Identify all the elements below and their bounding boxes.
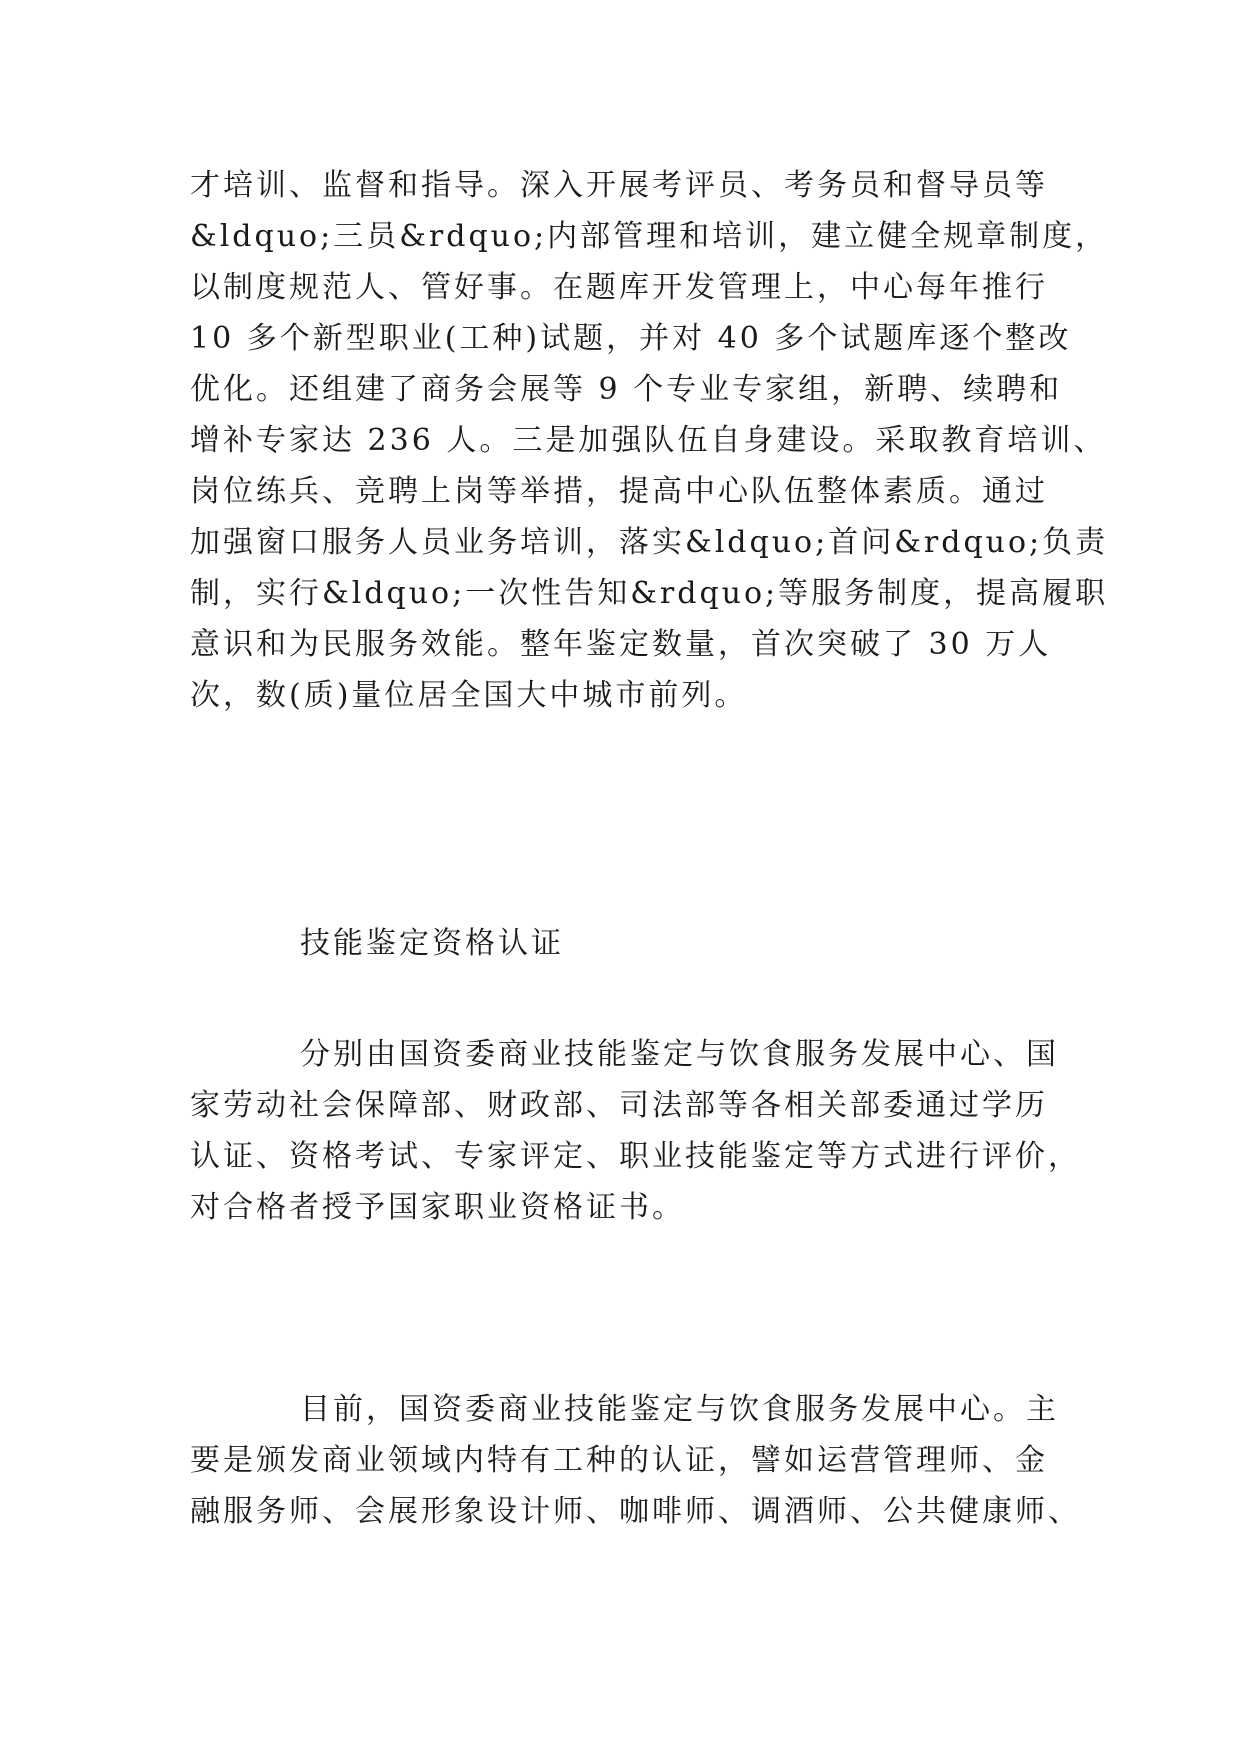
paragraph-2 xyxy=(190,1029,1081,1233)
paragraph-line: 以制度规范人、管好事。在题库开发管理上，中心每年推行 xyxy=(190,270,1048,305)
paragraph-line: &ldquo;三员&rdquo;内部管理和培训，建立健全规章制度， xyxy=(190,219,1109,254)
section-heading: 技能鉴定资格认证 xyxy=(300,926,564,961)
paragraph-line: 要是颁发商业领域内特有工种的认证，譬如运营管理师、金 xyxy=(190,1443,1048,1478)
paragraph-line: 10 多个新型职业(工种)试题，并对 40 多个试题库逐个整改 xyxy=(190,321,1072,356)
paragraph-line: 优化。还组建了商务会展等 9 个专业专家组，新聘、续聘和 xyxy=(190,372,1063,407)
paragraph-line: 认证、资格考试、专家评定、职业技能鉴定等方式进行评价， xyxy=(190,1139,1081,1174)
paragraph-line: 制，实行&ldquo;一次性告知&rdquo;等服务制度，提高履职 xyxy=(190,576,1109,611)
paragraph-line: 家劳动社会保障部、财政部、司法部等各相关部委通过学历 xyxy=(190,1088,1048,1123)
paragraph-1 xyxy=(190,160,1109,721)
paragraph-3 xyxy=(190,1384,1081,1537)
paragraph-line: 岗位练兵、竞聘上岗等举措，提高中心队伍整体素质。通过 xyxy=(190,474,1048,509)
paragraph-line: 对合格者授予国家职业资格证书。 xyxy=(190,1190,685,1225)
paragraph-line: 分别由国资委商业技能鉴定与饮食服务发展中心、国 xyxy=(300,1037,1059,1072)
paragraph-line: 融服务师、会展形象设计师、咖啡师、调酒师、公共健康师、 xyxy=(190,1494,1081,1529)
paragraph-line: 意识和为民服务效能。整年鉴定数量，首次突破了 30 万人 xyxy=(190,627,1052,662)
paragraph-line: 加强窗口服务人员业务培训，落实&ldquo;首问&rdquo;负责 xyxy=(190,525,1109,560)
paragraph-line: 次，数(质)量位居全国大中城市前列。 xyxy=(190,678,748,713)
paragraph-line: 目前，国资委商业技能鉴定与饮食服务发展中心。主 xyxy=(300,1392,1059,1427)
paragraph-line: 增补专家达 236 人。三是加强队伍自身建设。采取教育培训、 xyxy=(190,423,1107,458)
paragraph-line: 才培训、监督和指导。深入开展考评员、考务员和督导员等 xyxy=(190,168,1048,203)
